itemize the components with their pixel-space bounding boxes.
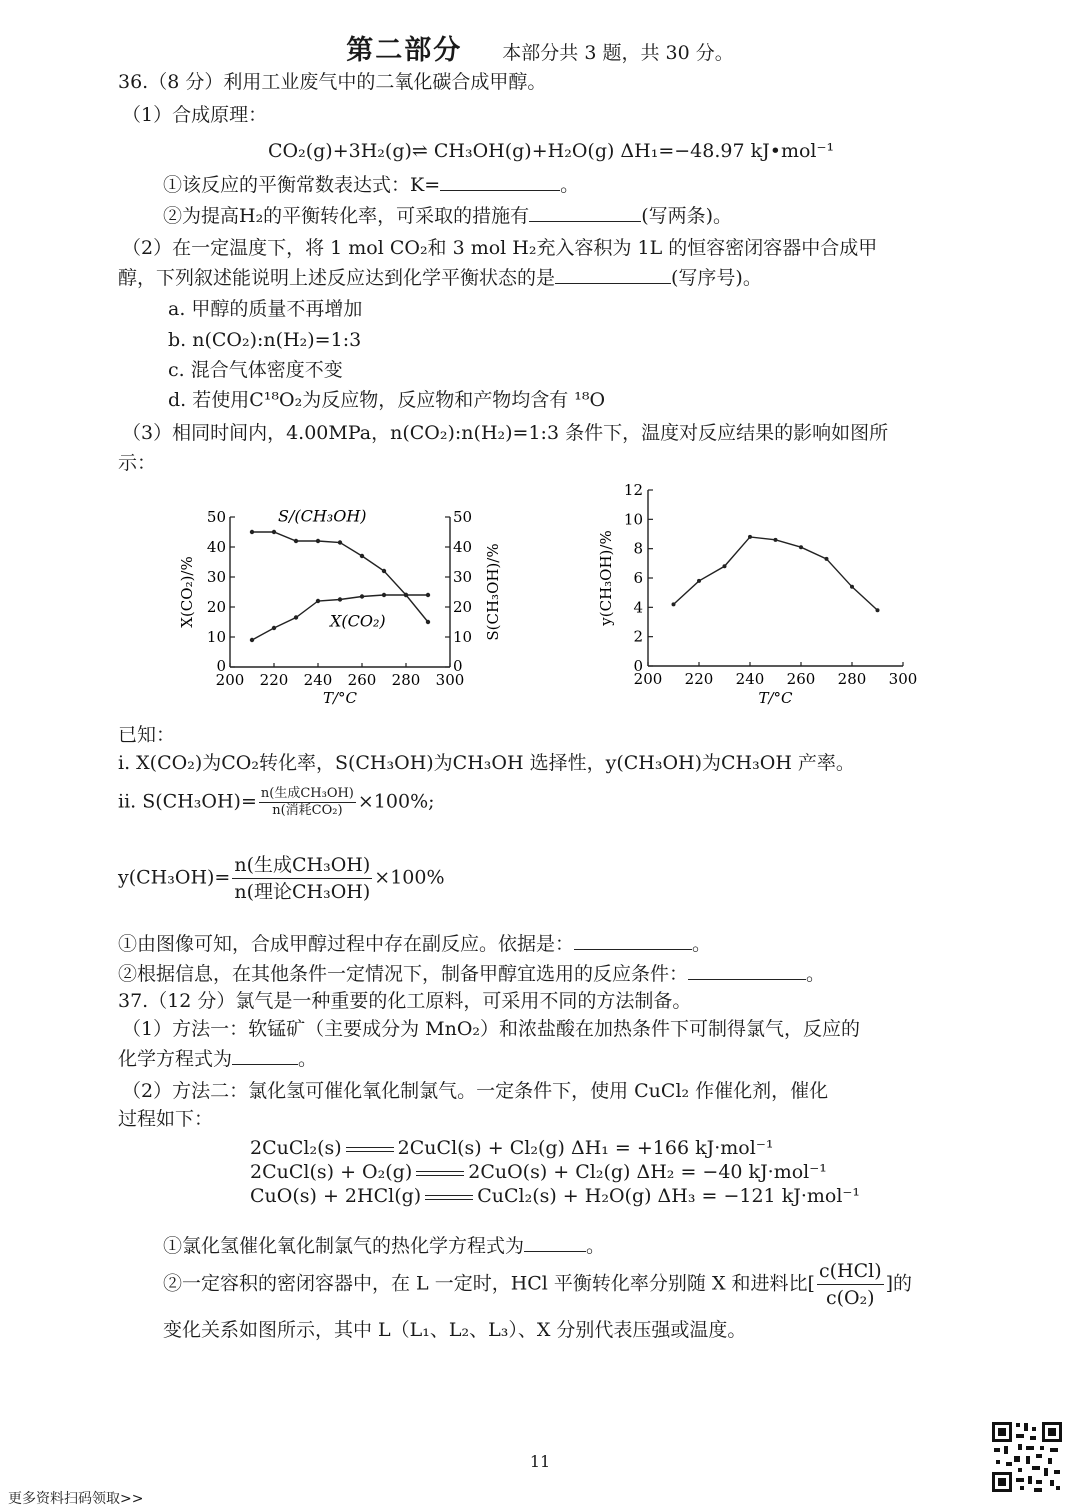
series-label-conversion: X(CO₂) (330, 611, 386, 631)
reaction-1-left: 2CuCl₂(s) (250, 1137, 342, 1159)
q36-part2-line1: （2）在一定温度下，将 1 mol CO₂和 3 mol H₂充入容积为 1L 的恒容密闭容器中合成甲 (122, 237, 878, 259)
left-y-tick-label: 20 (206, 598, 226, 616)
right-y-tick-label: 30 (453, 568, 473, 586)
q37-part1-text: 化学方程式为 (118, 1048, 233, 1070)
data-point (250, 638, 254, 642)
q36-sub3a-text: ①由图像可知，合成甲醇过程中存在副反应。依据是： (118, 933, 575, 955)
data-point (316, 599, 320, 603)
q36-sub1b (163, 203, 732, 228)
data-point (825, 557, 829, 561)
option-d: d. 若使用C¹⁸O₂为反应物，反应物和产物均含有 ¹⁸O (168, 389, 606, 411)
data-point (338, 540, 342, 544)
series-line-selectivity (252, 532, 428, 622)
q37-part2-line2: 过程如下： (118, 1108, 214, 1130)
fraction-numerator: n(生成CH₃OH) (260, 786, 354, 801)
x-tick-label: 300 (435, 671, 465, 689)
data-point (382, 569, 386, 573)
series-line-yield (674, 537, 878, 610)
data-point (360, 554, 364, 558)
reaction-3-left: CuO(s) + 2HCl(g) (250, 1185, 422, 1207)
qr-code-icon[interactable] (990, 1420, 1064, 1494)
equals-sign (412, 1160, 468, 1184)
part-info: 本部分共 3 题，共 30 分。 (502, 42, 734, 64)
feed-ratio-fraction (817, 1258, 884, 1311)
page-number: 11 (529, 1452, 551, 1471)
data-point (723, 564, 727, 568)
q36-sub1b-end: (写两条)。 (641, 205, 733, 227)
answer-blank[interactable] (524, 1233, 586, 1252)
data-point (426, 620, 430, 624)
right-y-tick-label: 40 (453, 538, 473, 556)
q36-sub3a-end: 。 (692, 933, 712, 955)
data-point (404, 593, 408, 597)
x-tick-label: 220 (684, 670, 714, 688)
y-tick-label: 0 (633, 657, 643, 675)
fraction-numerator: c(HCl) (817, 1258, 884, 1285)
fraction-denominator: c(O₂) (825, 1287, 875, 1309)
q36-sub3a (118, 931, 711, 956)
yield-formula (118, 852, 445, 912)
q37-sub2-line2: 变化关系如图所示，其中 L（L₁、L₂、L₃）、X 分别代表压强或温度。 (163, 1319, 747, 1341)
data-point (672, 602, 676, 606)
answer-blank[interactable] (232, 1046, 298, 1065)
left-y-tick-label: 50 (206, 508, 226, 526)
selectivity-fraction (259, 786, 356, 819)
known-label: 已知： (118, 724, 176, 746)
left-y-tick-label: 0 (216, 657, 226, 675)
answer-blank[interactable] (555, 265, 671, 284)
data-point (426, 593, 430, 597)
answer-blank[interactable] (688, 961, 806, 980)
methanol-yield-chart (575, 478, 920, 713)
x-tick-label: 240 (735, 670, 765, 688)
q36-title: 36.（8 分）利用工业废气中的二氧化碳合成甲醇。 (118, 71, 547, 93)
fraction-denominator: n(消耗CO₂) (272, 803, 343, 818)
q36-sub3b-end: 。 (806, 963, 826, 985)
option-a: a. 甲醇的质量不再增加 (168, 298, 363, 320)
x-axis-label: T/°C (322, 689, 358, 707)
option-c: c. 混合气体密度不变 (168, 359, 343, 381)
data-point (272, 530, 276, 534)
y-tick-label: 6 (633, 569, 643, 587)
right-y-tick-label: 20 (453, 598, 473, 616)
known-ii (118, 786, 435, 830)
left-y-tick-label: 30 (206, 568, 226, 586)
y-tick-label: 10 (623, 510, 643, 529)
data-point (316, 539, 320, 543)
q37-title: 37.（12 分）氯气是一种重要的化工原料，可采用不同的方法制备。 (118, 990, 692, 1012)
reaction-3 (250, 1184, 860, 1208)
series-label-selectivity: S/(CH₃OH) (278, 506, 367, 526)
q37-sub2-pre: ②一定容积的密闭容器中，在 L 一定时，HCl 平衡转化率分别随 X 和进料比[ (163, 1272, 815, 1295)
q36-sub3b (118, 961, 825, 986)
data-point (876, 608, 880, 612)
data-point (850, 585, 854, 589)
data-point (294, 615, 298, 619)
reaction-2-right: 2CuO(s) + Cl₂(g) ΔH₂ = −40 kJ·mol⁻¹ (468, 1161, 827, 1183)
x-axis-label: T/°C (758, 689, 793, 707)
x-tick-label: 260 (786, 670, 816, 688)
right-y-axis-label: S(CH₃OH)/% (484, 543, 502, 641)
q37-sub1-end: 。 (586, 1235, 606, 1257)
q37-part1-line2 (118, 1046, 317, 1071)
q36-equation: CO₂(g)+3H₂(g)⇌ CH₃OH(g)+H₂O(g) ΔH₁=−48.97 kJ•mol⁻¹ (268, 140, 835, 162)
x-tick-label: 220 (259, 671, 289, 689)
q37-sub1-text: ①氯化氢催化氧化制氯气的热化学方程式为 (163, 1235, 525, 1257)
answer-blank[interactable] (574, 931, 692, 950)
x-tick-label: 280 (391, 671, 421, 689)
left-y-tick-label: 40 (206, 538, 226, 556)
q37-sub2 (163, 1258, 912, 1308)
q36-sub1a-end: 。 (560, 174, 580, 196)
conversion-selectivity-chart (160, 500, 520, 715)
x-tick-label: 260 (347, 671, 377, 689)
q36-sub3b-text: ②根据信息，在其他条件一定情况下，制备甲醇宜选用的反应条件： (118, 963, 689, 985)
fraction-denominator: n(理论CH₃OH) (234, 881, 371, 903)
q36-part3-line1: （3）相同时间内，4.00MPa，n(CO₂):n(H₂)=1:3 条件下，温度对反应结果的影响如图所 (122, 422, 889, 444)
data-point (360, 594, 364, 598)
right-y-tick-label: 50 (453, 508, 473, 526)
section-header (0, 28, 1080, 67)
known-ii-tail: ×100%; (357, 790, 435, 813)
q37-part2-line1: （2）方法二：氯化氢可催化氧化制氯气。一定条件下，使用 CuCl₂ 作催化剂，催化 (122, 1080, 829, 1102)
data-point (250, 530, 254, 534)
q36-sub1a-text: ①该反应的平衡常数表达式：K= (163, 174, 441, 196)
left-y-axis-label: X(CO₂)/% (178, 556, 196, 628)
q37-sub1 (163, 1233, 605, 1258)
data-point (294, 539, 298, 543)
option-b: b. n(CO₂):n(H₂)=1:3 (168, 329, 362, 351)
y-tick-label: 2 (633, 627, 643, 646)
part-title: 第二部分 (346, 35, 463, 66)
x-tick-label: 300 (888, 670, 918, 688)
answer-blank[interactable] (529, 203, 641, 222)
x-tick-label: 200 (633, 670, 663, 688)
left-y-tick-label: 10 (206, 628, 226, 646)
q36-part3-line2: 示： (118, 452, 157, 474)
footer-text: 更多资料扫码领取>> (8, 1491, 144, 1507)
yield-tail: ×100% (374, 866, 445, 889)
right-y-tick-label: 10 (453, 628, 473, 646)
known-ii-lhs: ii. S(CH₃OH)= (118, 790, 257, 813)
q36-part2-end: (写序号)。 (671, 267, 762, 289)
equals-sign (342, 1136, 398, 1160)
q36-part2-line2 (118, 265, 762, 290)
reaction-3-right: CuCl₂(s) + H₂O(g) ΔH₃ = −121 kJ·mol⁻¹ (477, 1185, 861, 1207)
y-tick-label: 8 (633, 539, 643, 558)
q36-sub1a (163, 172, 579, 197)
data-point (272, 626, 276, 630)
x-tick-label: 200 (215, 671, 245, 689)
q37-part1-end: 。 (298, 1048, 318, 1070)
data-point (697, 579, 701, 583)
reaction-2-left: 2CuCl(s) + O₂(g) (250, 1161, 413, 1183)
q37-sub2-post: ]的 (885, 1272, 913, 1295)
reaction-1 (250, 1136, 773, 1160)
fraction-numerator: n(生成CH₃OH) (232, 852, 372, 879)
data-point (774, 538, 778, 542)
right-y-tick-label: 0 (453, 657, 463, 675)
y-tick-label: 12 (623, 481, 643, 499)
data-point (799, 545, 803, 549)
yield-lhs: y(CH₃OH)= (118, 866, 231, 889)
q37-part1-line1: （1）方法一：软锰矿（主要成分为 MnO₂）和浓盐酸在加热条件下可制得氯气，反应的 (122, 1018, 861, 1040)
x-tick-label: 280 (837, 670, 867, 688)
yield-fraction (232, 852, 372, 905)
q36-part2-text: 醇，下列叙述能说明上述反应达到化学平衡状态的是 (118, 267, 556, 289)
data-point (338, 597, 342, 601)
reaction-2 (250, 1160, 827, 1184)
known-i: i. X(CO₂)为CO₂转化率，S(CH₃OH)为CH₃OH 选择性，y(CH₃OH)为CH₃OH 产率。 (118, 752, 855, 774)
y-tick-label: 4 (633, 598, 643, 617)
data-point (748, 535, 752, 539)
data-point (382, 593, 386, 597)
q36-part1: （1）合成原理： (122, 104, 268, 126)
q36-sub1b-text: ②为提高H₂的平衡转化率，可采取的措施有 (163, 205, 530, 227)
reaction-1-right: 2CuCl(s) + Cl₂(g) ΔH₁ = +166 kJ·mol⁻¹ (397, 1137, 774, 1159)
equals-sign (421, 1184, 477, 1208)
x-tick-label: 240 (303, 671, 333, 689)
y-axis-label: y(CH₃OH)/% (597, 530, 615, 626)
answer-blank[interactable] (440, 172, 560, 191)
